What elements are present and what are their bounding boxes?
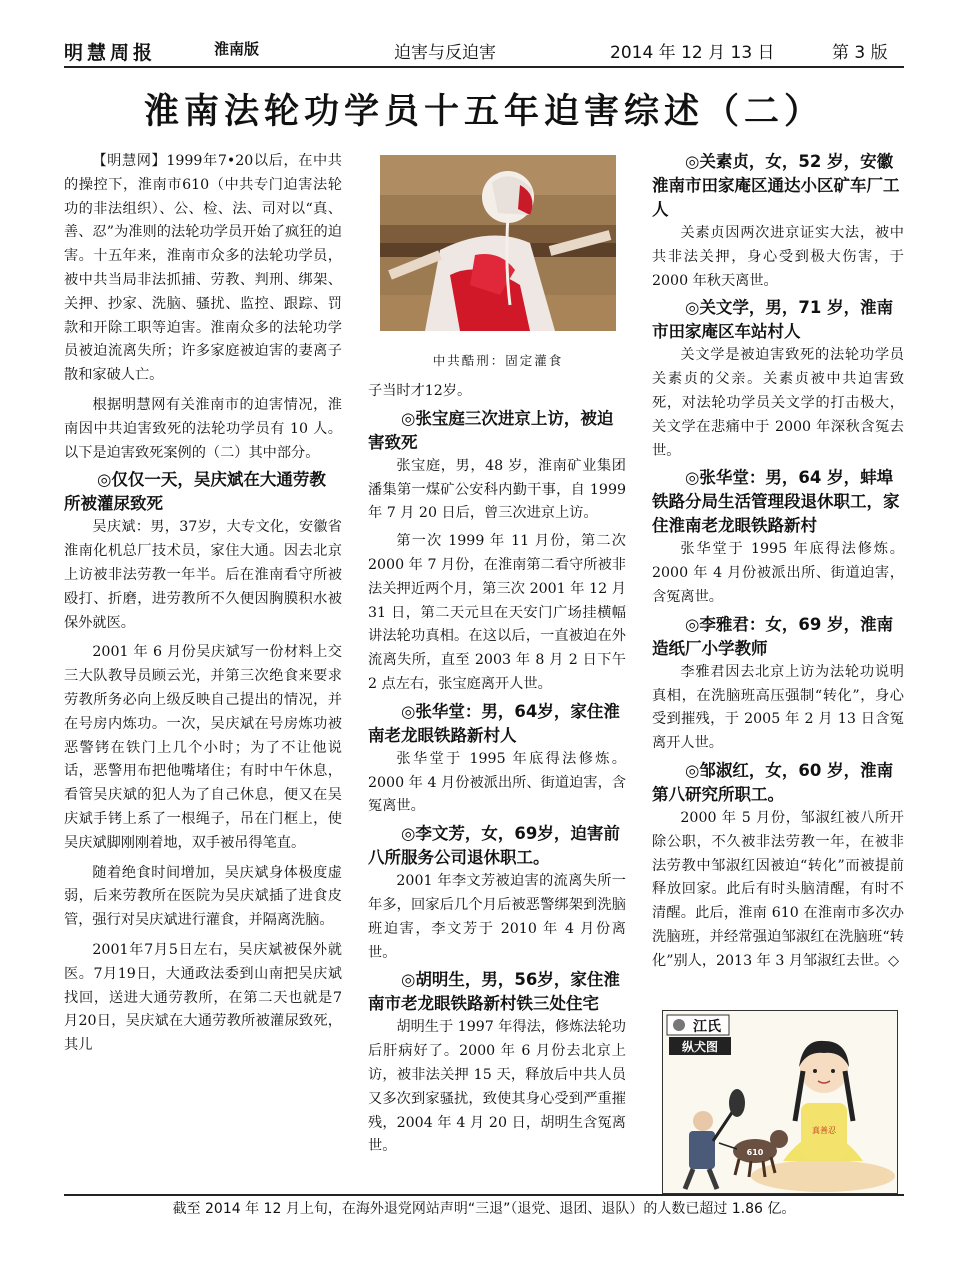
subheading: ◎关素贞，女，52 岁，安徽淮南市田家庵区通达小区矿车厂工人: [652, 152, 900, 219]
column-2: [368, 380, 626, 1159]
paragraph: 第一次 1999 年 11 月份，第二次 2000 年 7 月份，在淮南第二看守所被非法关押近两个月，第三次 2001 年 12 月 31 日，第二天元旦在天安门广场挂横幅讲法轮功真相。在这以后，一直被迫在外流离失所，直至 2003 年 8 月 2 日下午 2 点左右，张宝庭离开人世。: [368, 533, 626, 692]
paragraph: 吴庆斌：男，37岁，大专文化，安徽省淮南化机总厂技术员，家住大通。因去北京上访被非法劳教一年半。后在淮南看守所被殴打、折磨，进劳教所不久便因胸膜积水被保外就医。: [64, 519, 342, 631]
paragraph: 张华堂于 1995 年底得法修炼。2000 年 4 月份被派出所、街道迫害，含冤离世。: [652, 541, 904, 605]
paragraph: 2001 年李文芳被迫害的流离失所一年多，回家后几个月后被恶警绑架到洗脑班迫害，李文芳于 2010 年 4 月份离世。: [368, 873, 626, 961]
photo-caption: 中共酷刑：固定灌食: [432, 353, 564, 368]
subheading: ◎张华堂：男，64岁，家住淮南老龙眼铁路新村人: [368, 701, 620, 745]
subheading: ◎邹淑红，女，60 岁，淮南第八研究所职工。: [652, 760, 894, 804]
paragraph: 根据明慧网有关淮南市的迫害情况，淮南因中共迫害致死的法轮功学员有 10 人。以下是迫害致死案例的（二）其中部分。: [64, 396, 342, 461]
header-rule: [64, 66, 904, 68]
issue-date: 2014 年 12 月 13 日: [610, 43, 775, 63]
intro-paragraph: 【明慧网】1999年7•20以后，在中共的操控下，淮南市610（中共专门迫害法轮功的非法组织）、公、检、法、司对以“真、善、忍”为准则的法轮功学员开始了疯狂的迫害。十五年来，淮南市众多的法轮功学员，被中共当局非法抓捕、劳教、判刑、绑架、关押、抄家、洗脑、骚扰、监控、跟踪、罚款和开除工职等迫害。淮南众多的法轮功学员被迫流离失所；许多家庭被迫害的妻离子散和家破人亡。: [64, 153, 342, 384]
paragraph: 2001 年 6 月份吴庆斌写一份材料上交三大队教导员顾云光，并第三次绝食来要求劳教所务必向上级反映自己提出的情况，并在号房内炼功。一次，吴庆斌在号房炼功被恶警铐在铁门上几个小时；为了不让他说话，恶警用布把他嘴堵住；有时中午休息，看管吴庆斌的犯人为了自己休息，便又在吴庆斌手铐上系了一根绳子，吊在门框上，使吴庆斌脚刚刚着地，双手被吊得笔直。: [64, 644, 342, 851]
torture-photo: [380, 155, 616, 331]
subheading: ◎张华堂：男，64 岁，蚌埠铁路分局生活管理段退休职工，家住淮南老龙眼铁路新村: [652, 468, 900, 536]
subheading: ◎张宝庭三次进京上访，被迫害致死: [368, 408, 614, 452]
cartoon-illustration: [662, 1010, 898, 1194]
paragraph: 张宝庭，男，48 岁，淮南矿业集团潘集第一煤矿公安科内勤干事，自 1999 年 7 月 20 日后，曾三次进京上访。: [368, 457, 626, 522]
paragraph: 子当时才12岁。: [368, 383, 472, 399]
column-3: [652, 150, 904, 974]
footer-rule: [64, 1194, 904, 1196]
paragraph: 2000 年 5 月份，邹淑红被八所开除公职，不久被非法劳教一年，在被非法劳教中邹淑红因被迫“转化”而被提前释放回家。此后有时头脑清醒，有时不清醒。此后，淮南 610 在淮南市多次办洗脑班，并经常强迫邹淑红在洗脑班“转化”别人，2013 年 3 月邹淑红去世。◇: [652, 809, 904, 969]
paragraph: 关文学是被迫害致死的法轮功学员关素贞的父亲。关素贞被中共迫害致死，对法轮功学员关文学的打击极大，关文学在悲痛中于 2000 年深秋含冤去世。: [652, 347, 904, 459]
subheading: ◎李文芳，女，69岁，迫害前八所服务公司退休职工。: [368, 824, 620, 868]
paragraph: 2001年7月5日左右，吴庆斌被保外就医。7月19日，大通政法委到山南把吴庆斌找回，送进大通劳教所，在第二天也就是7月20日，吴庆斌在大通劳教所被灌尿致死，其儿: [64, 941, 342, 1054]
section-title: 迫害与反迫害: [394, 43, 496, 63]
subheading: ◎关文学，男，71 岁，淮南市田家庵区车站村人: [652, 298, 894, 342]
footer-notice: 截至 2014 年 12 月上旬，在海外退党网站声明“三退”（退党、退团、退队）的人数已超过 1.86 亿。: [172, 1201, 796, 1217]
cartoon-title-2: 纵犬图: [681, 1040, 719, 1054]
page-number: 第 3 版: [832, 43, 888, 63]
paragraph: 关素贞因两次进京证实大法，被中共非法关押，身心受到极大伤害，于 2000 年秋天离世。: [652, 225, 904, 289]
edition: 淮南版: [214, 40, 260, 58]
subheading: ◎胡明生，男，56岁，家住淮南市老龙眼铁路新村铁三处住宅: [368, 970, 620, 1014]
headline: 淮南法轮功学员十五年迫害综述（二）: [143, 92, 824, 132]
subheading: ◎仅仅一天，吴庆斌在大通劳教所被灌尿致死: [64, 470, 326, 514]
paragraph: 胡明生于 1997 年得法，修炼法轮功后肝病好了。2000 年 6 月份去北京上访，被非法关押 15 天，释放后中共人员又多次到家骚扰，致使其身心受到严重摧残，2004 年 4 月 20 日，胡明生含冤离世。: [368, 1019, 626, 1155]
paragraph: 张华堂于 1995 年底得法修炼。2000 年 4 月份被派出所、街道迫害，含冤离世。: [368, 750, 626, 815]
subheading: ◎李雅君：女，69 岁，淮南造纸厂小学教师: [652, 614, 894, 658]
masthead: 明慧周报: [64, 42, 157, 64]
page-header: [64, 38, 904, 62]
column-1: [64, 150, 342, 1058]
cartoon-dog-tag: 610: [746, 1148, 764, 1157]
cartoon-title-1: 江氏: [693, 1019, 721, 1035]
paragraph: 李雅君因去北京上访为法轮功说明真相，在洗脑班高压强制“转化”，身心受到摧残，于 2005 年 2 月 13 日含冤离开人世。: [652, 663, 904, 752]
photo-image: [380, 155, 616, 331]
cartoon-shirt-text: 真善忍: [812, 1126, 836, 1135]
cartoon-image: [663, 1011, 897, 1193]
paragraph: 随着绝食时间增加，吴庆斌身体极度虚弱，后来劳教所在医院为吴庆斌插了进食皮管，强行对吴庆斌进行灌食，并隔离洗脑。: [64, 864, 342, 929]
